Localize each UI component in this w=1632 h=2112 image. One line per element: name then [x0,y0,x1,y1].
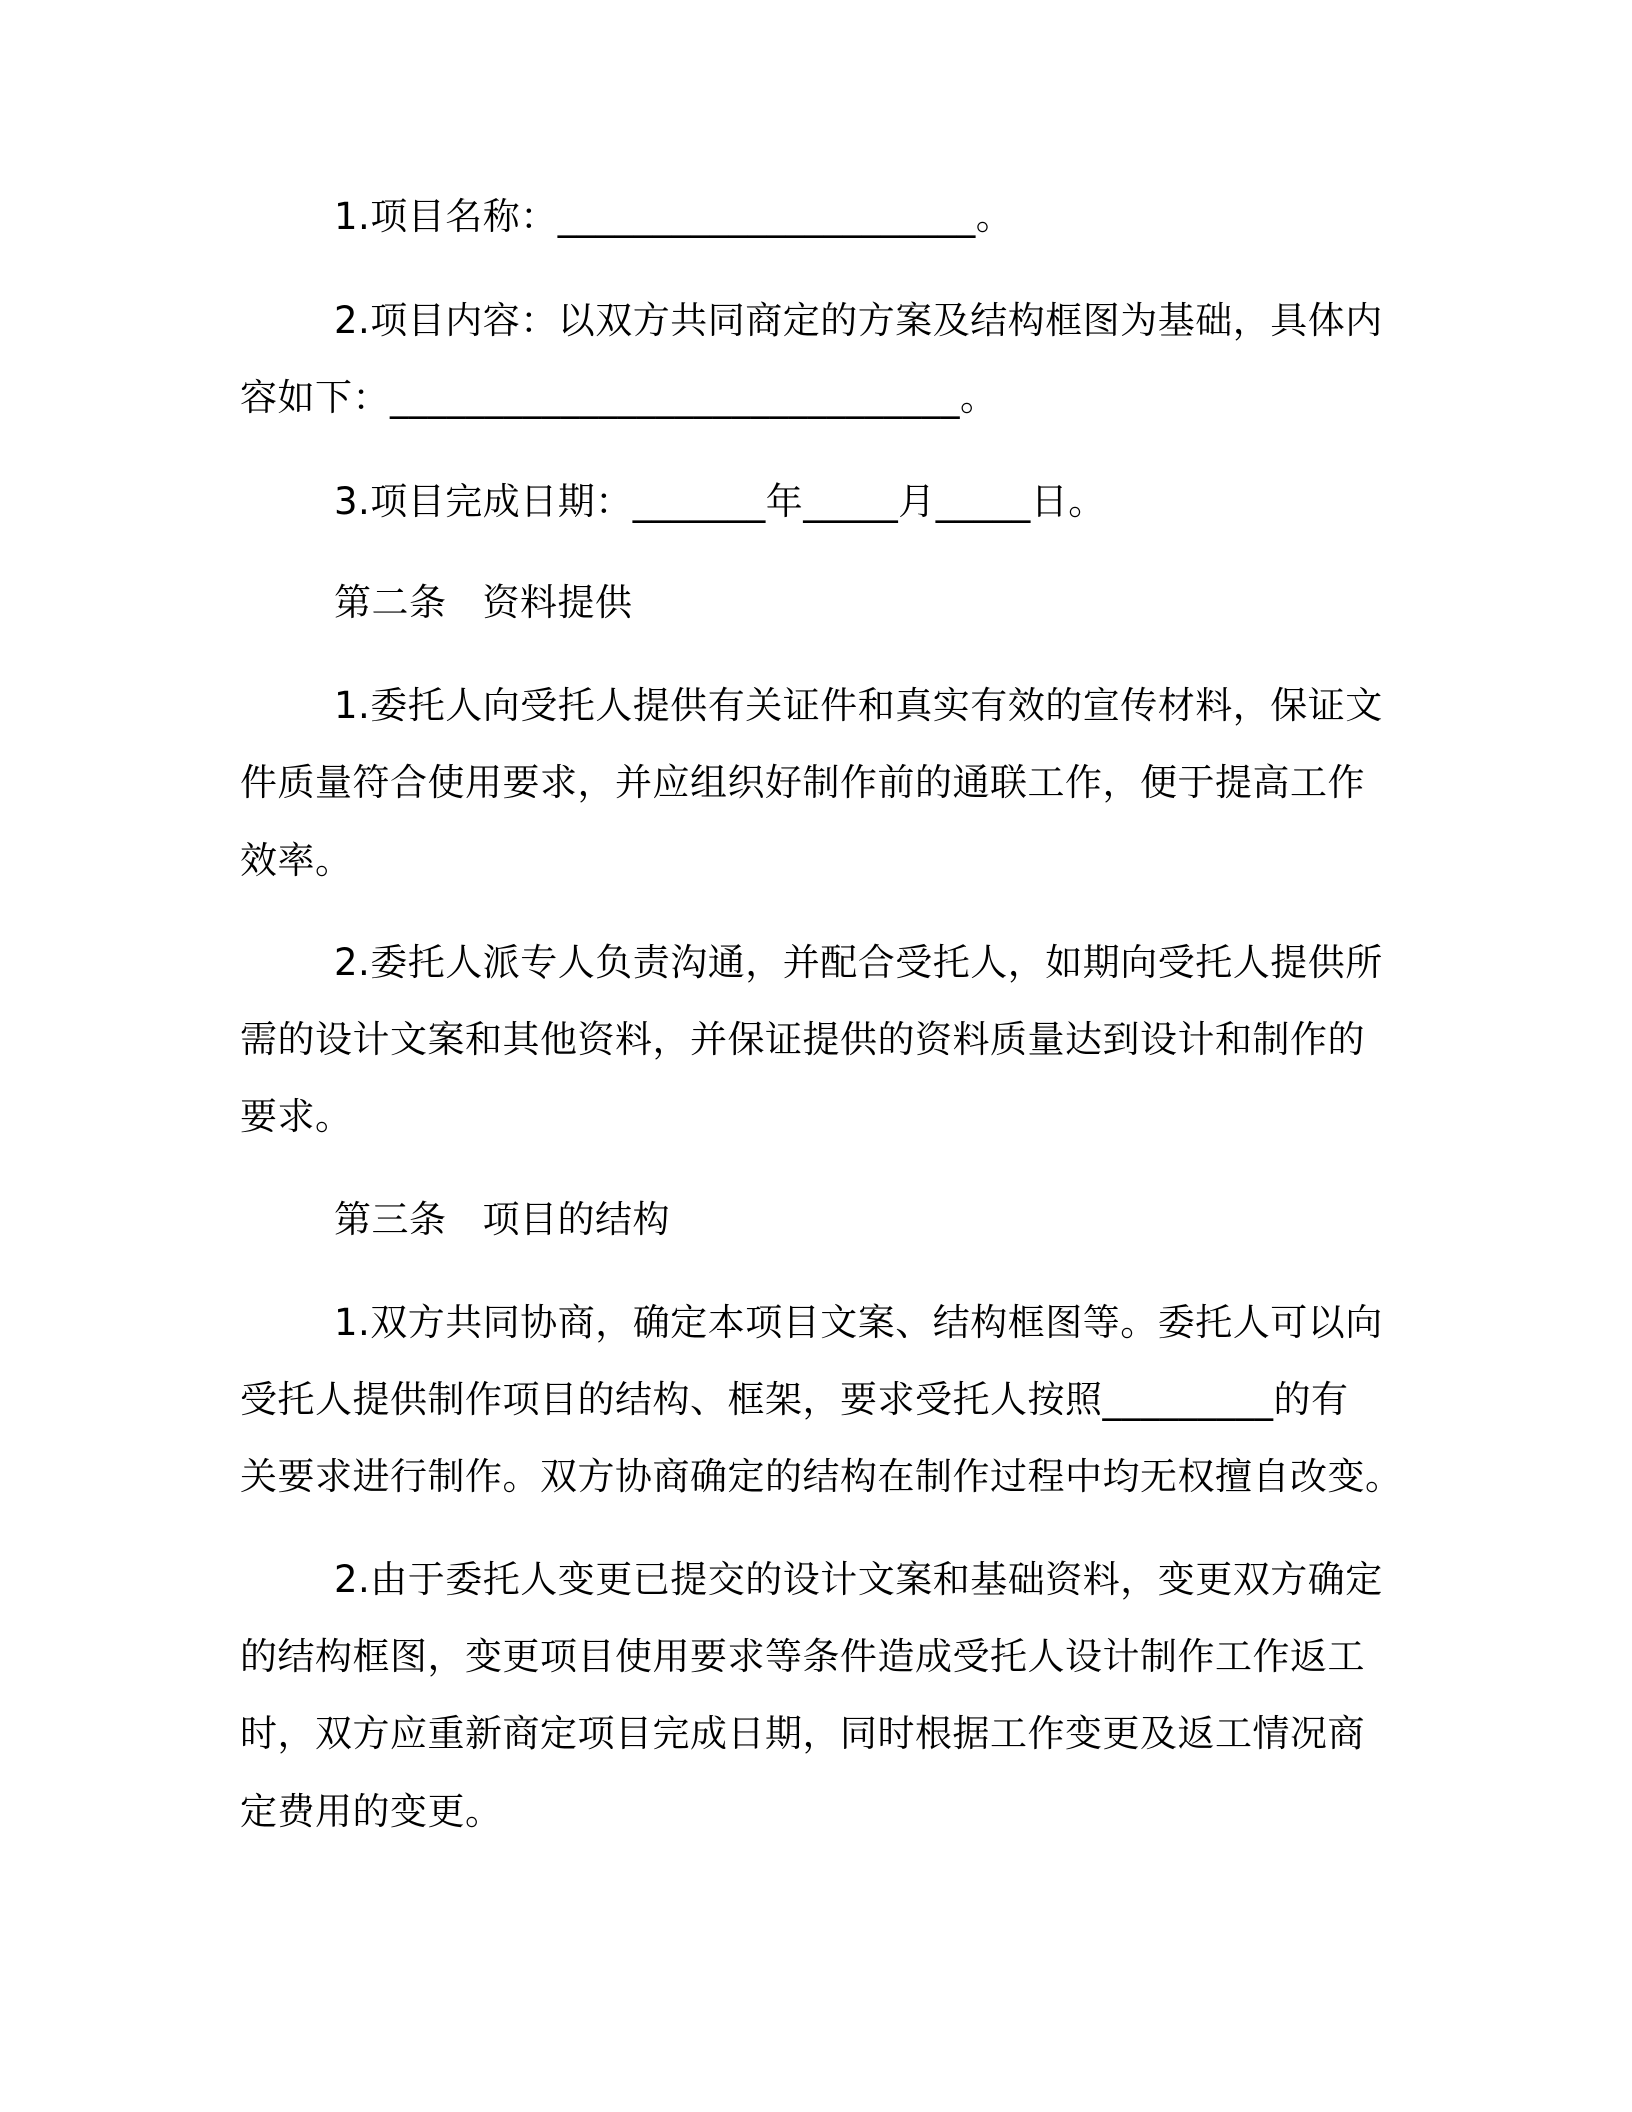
project-name-line: 1.项目名称：______________________。 [334,195,1014,238]
article-3-item-2-line-1: 2.由于委托人变更已提交的设计文案和基础资料，变更双方确定 [334,1558,1383,1601]
article-3-item-1-line-2: 受托人提供制作项目的结构、框架，要求受托人按照_________的有 [240,1378,1349,1421]
article-2-number: 第二条 [334,581,447,624]
article-3-item-2-line-3: 时，双方应重新商定项目完成日期，同时根据工作变更及返工情况商 [240,1712,1365,1755]
article-2-item-1-line-3: 效率。 [240,839,353,882]
article-2-item-2-line-3: 要求。 [240,1095,353,1138]
article-3-item-1-line-3: 关要求进行制作。双方协商确定的结构在制作过程中均无权擅自改变。 [240,1455,1403,1498]
project-date-line: 3.项目完成日期：_______年_____月_____日。 [334,480,1106,523]
article-3-item-2-line-2: 的结构框图，变更项目使用要求等条件造成受托人设计制作工作返工 [240,1635,1365,1678]
article-3-number: 第三条 [334,1198,447,1241]
project-content-line-1: 2.项目内容：以双方共同商定的方案及结构框图为基础，具体内 [334,299,1383,342]
article-2-item-2-line-2: 需的设计文案和其他资料，并保证提供的资料质量达到设计和制作的 [240,1018,1365,1061]
article-2-item-1-line-2: 件质量符合使用要求，并应组织好制作前的通联工作，便于提高工作 [240,761,1365,804]
project-content-line-2: 容如下：______________________________。 [240,376,998,419]
article-2-title: 资料提供 [482,581,633,624]
article-2-item-1-line-1: 1.委托人向受托人提供有关证件和真实有效的宣传材料，保证文 [334,684,1383,727]
article-2-item-2-line-1: 2.委托人派专人负责沟通，并配合受托人，如期向受托人提供所 [334,941,1383,984]
article-3-item-1-line-1: 1.双方共同协商，确定本项目文案、结构框图等。委托人可以向 [334,1301,1383,1344]
article-3-title: 项目的结构 [482,1198,670,1241]
article-3-heading [334,1195,670,1245]
article-3-item-2-line-4: 定费用的变更。 [240,1790,503,1833]
article-2-heading [334,578,633,628]
